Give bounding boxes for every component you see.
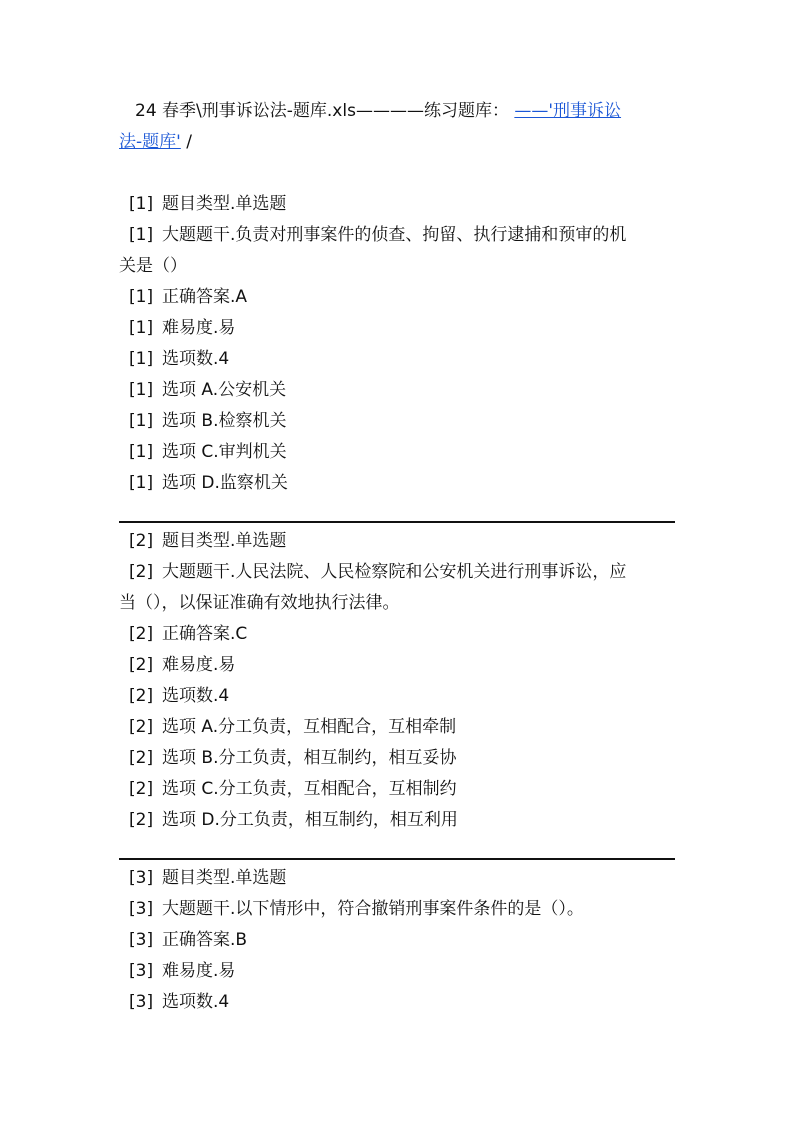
question-number: [1] [129, 411, 154, 431]
question-stem-line2: 当（），以保证准确有效地执行法律。 [119, 593, 400, 613]
option-line [119, 406, 675, 437]
option-line [119, 774, 675, 805]
question-number: [1] [129, 225, 154, 245]
option-line [119, 743, 675, 774]
question-3 [119, 863, 675, 1018]
question-number: [2] [129, 686, 154, 706]
question-2 [119, 526, 675, 836]
option-b: 选项 B.检察机关 [162, 411, 287, 431]
option-line [119, 805, 675, 836]
question-1 [119, 189, 675, 499]
question-stem-line2: 关是（） [119, 256, 187, 276]
question-number: [2] [129, 717, 154, 737]
question-stem [119, 557, 675, 619]
option-a: 选项 A.公安机关 [162, 380, 287, 400]
question-stem-line1: 大题题干.人民法院、人民检察院和公安机关进行刑事诉讼，应 [162, 562, 627, 582]
question-type: 题目类型.单选题 [162, 868, 287, 888]
question-type: 题目类型.单选题 [162, 531, 287, 551]
difficulty: 难易度.易 [162, 655, 236, 675]
answer-line [119, 619, 675, 650]
question-number: [2] [129, 624, 154, 644]
option-count-line [119, 344, 675, 375]
question-type-line [119, 526, 675, 557]
correct-answer: 正确答案.B [162, 930, 248, 950]
option-d: 选项 D.监察机关 [162, 473, 288, 493]
question-divider [119, 521, 675, 523]
option-count-line [119, 987, 675, 1018]
header-suffix: / [180, 132, 192, 152]
option-count: 选项数.4 [162, 349, 230, 369]
question-type-line [119, 189, 675, 220]
question-number: [2] [129, 562, 154, 582]
question-type: 题目类型.单选题 [162, 194, 287, 214]
option-count-line [119, 681, 675, 712]
option-c: 选项 C.审判机关 [162, 442, 287, 462]
question-number: [1] [129, 473, 154, 493]
option-count: 选项数.4 [162, 686, 230, 706]
question-number: [1] [129, 349, 154, 369]
option-b: 选项 B.分工负责，相互制约，相互妥协 [162, 748, 457, 768]
question-number: [1] [129, 287, 154, 307]
option-c: 选项 C.分工负责，互相配合，互相制约 [162, 779, 457, 799]
question-number: [2] [129, 531, 154, 551]
question-stem-line1: 大题题干.负责对刑事案件的侦查、拘留、执行逮捕和预审的机 [162, 225, 627, 245]
question-number: [1] [129, 442, 154, 462]
question-number: [1] [129, 318, 154, 338]
question-number: [3] [129, 961, 154, 981]
question-stem [119, 894, 675, 925]
option-line [119, 712, 675, 743]
document-page [119, 96, 675, 1040]
difficulty-line [119, 650, 675, 681]
question-type-line [119, 863, 675, 894]
question-bank-link[interactable]: ——'刑事诉讼 [514, 101, 622, 121]
option-line [119, 468, 675, 499]
question-number: [3] [129, 899, 154, 919]
difficulty: 难易度.易 [162, 961, 236, 981]
question-number: [2] [129, 748, 154, 768]
question-number: [3] [129, 930, 154, 950]
question-stem-line1: 大题题干.以下情形中，符合撤销刑事案件条件的是（）。 [162, 899, 584, 919]
question-number: [3] [129, 992, 154, 1012]
option-line [119, 375, 675, 406]
question-number: [2] [129, 779, 154, 799]
question-bank-link-cont[interactable]: 法-题库' [119, 132, 181, 152]
option-a: 选项 A.分工负责，互相配合，互相牵制 [162, 717, 457, 737]
question-divider [119, 858, 675, 860]
difficulty-line [119, 956, 675, 987]
correct-answer: 正确答案.A [162, 287, 248, 307]
answer-line [119, 282, 675, 313]
option-line [119, 437, 675, 468]
document-header [119, 96, 675, 158]
header-path: 24 春季\刑事诉讼法-题库.xls————练习题库： [135, 101, 509, 121]
question-number: [2] [129, 810, 154, 830]
option-d: 选项 D.分工负责，相互制约，相互利用 [162, 810, 458, 830]
question-number: [2] [129, 655, 154, 675]
question-number: [3] [129, 868, 154, 888]
option-count: 选项数.4 [162, 992, 230, 1012]
question-number: [1] [129, 194, 154, 214]
answer-line [119, 925, 675, 956]
correct-answer: 正确答案.C [162, 624, 248, 644]
question-number: [1] [129, 380, 154, 400]
difficulty-line [119, 313, 675, 344]
question-stem [119, 220, 675, 282]
difficulty: 难易度.易 [162, 318, 236, 338]
